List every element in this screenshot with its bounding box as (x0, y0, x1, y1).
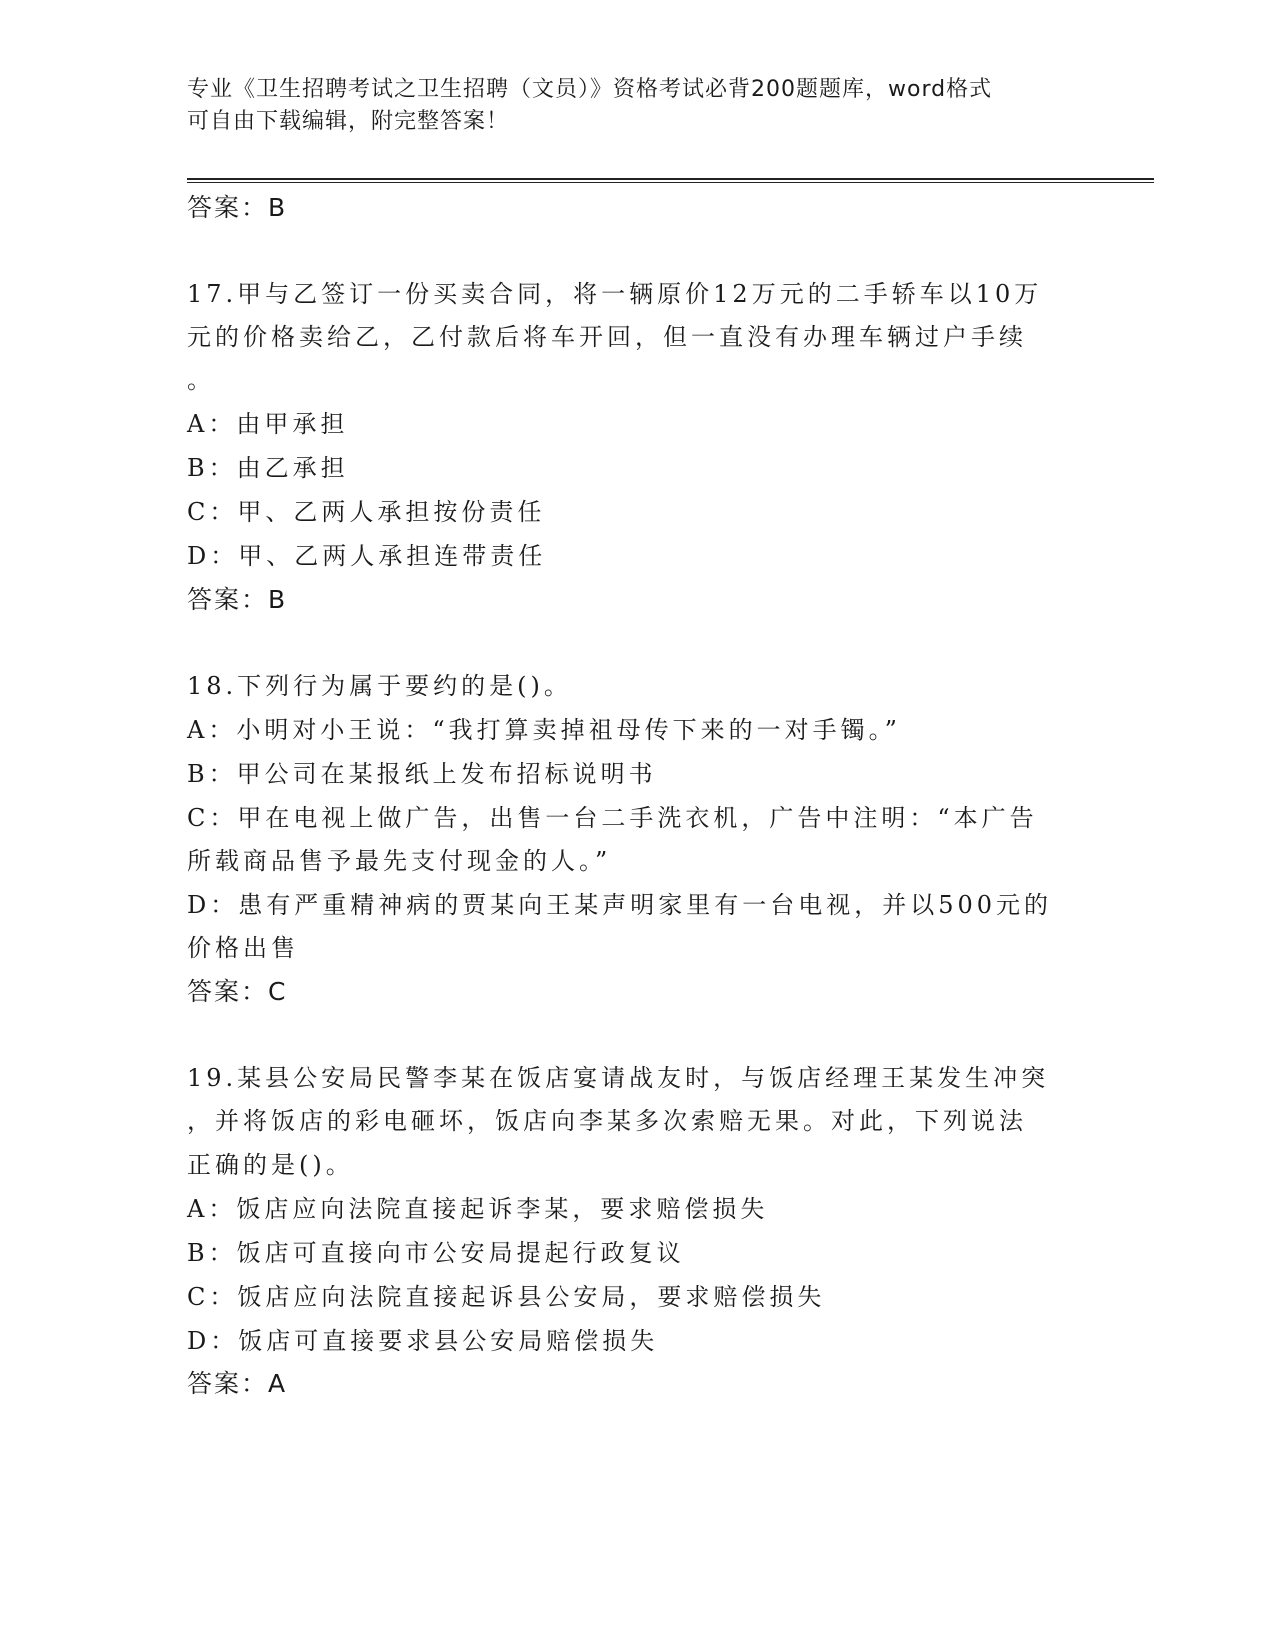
q17-answer: 答案：B (187, 585, 288, 614)
header-line-1: 专业《卫生招聘考试之卫生招聘（文员）》资格考试必背200题题库，word格式 (187, 77, 993, 102)
header-divider-thin (187, 182, 1154, 183)
q19-option-b: B：饭店可直接向市公安局提起行政复议 (187, 1239, 685, 1267)
header-line-2: 可自由下载编辑，附完整答案！ (187, 109, 510, 134)
q19-stem-line-1: 19.某县公安局民警李某在饭店宴请战友时，与饭店经理王某发生冲突 (187, 1064, 1050, 1092)
q18-option-b: B：甲公司在某报纸上发布招标说明书 (187, 760, 657, 788)
q19-stem-line-3: 正确的是()。 (187, 1151, 354, 1179)
q18-stem-line-1: 18.下列行为属于要约的是()。 (187, 672, 572, 700)
q17-stem-line-2: 元的价格卖给乙，乙付款后将车开回，但一直没有办理车辆过户手续 (187, 323, 1027, 351)
q17-stem-line-3: 。 (187, 366, 215, 394)
q18-option-c-line-2: 所载商品售予最先支付现金的人。” (187, 847, 612, 875)
q18-option-c-line-1: C：甲在电视上做广告，出售一台二手洗衣机，广告中注明：“本广告 (187, 804, 1038, 832)
document-header (187, 74, 1067, 138)
q18-answer: 答案：C (187, 977, 288, 1006)
q19-option-a: A：饭店应向法院直接起诉李某，要求赔偿损失 (187, 1195, 769, 1223)
answer-16: 答案：B (187, 193, 288, 222)
q18-option-a: A：小明对小王说：“我打算卖掉祖母传下来的一对手镯。” (187, 716, 901, 744)
q17-stem-line-1: 17.甲与乙签订一份买卖合同，将一辆原价12万元的二手轿车以10万 (187, 280, 1043, 308)
q19-option-c: C：饭店应向法院直接起诉县公安局，要求赔偿损失 (187, 1283, 826, 1311)
q17-option-b: B：由乙承担 (187, 454, 349, 482)
q17-option-c: C：甲、乙两人承担按份责任 (187, 498, 546, 526)
q18-option-d-line-1: D：患有严重精神病的贾某向王某声明家里有一台电视，并以500元的 (187, 891, 1053, 919)
q19-answer: 答案：A (187, 1369, 288, 1398)
q18-option-d-line-2: 价格出售 (187, 934, 299, 962)
q19-stem-line-2: ，并将饭店的彩电砸坏，饭店向李某多次索赔无果。对此，下列说法 (187, 1107, 1027, 1135)
q17-option-a: A：由甲承担 (187, 410, 349, 438)
header-divider-thick (187, 178, 1154, 180)
q19-option-d: D：饭店可直接要求县公安局赔偿损失 (187, 1327, 659, 1355)
q17-option-d: D：甲、乙两人承担连带责任 (187, 542, 547, 570)
